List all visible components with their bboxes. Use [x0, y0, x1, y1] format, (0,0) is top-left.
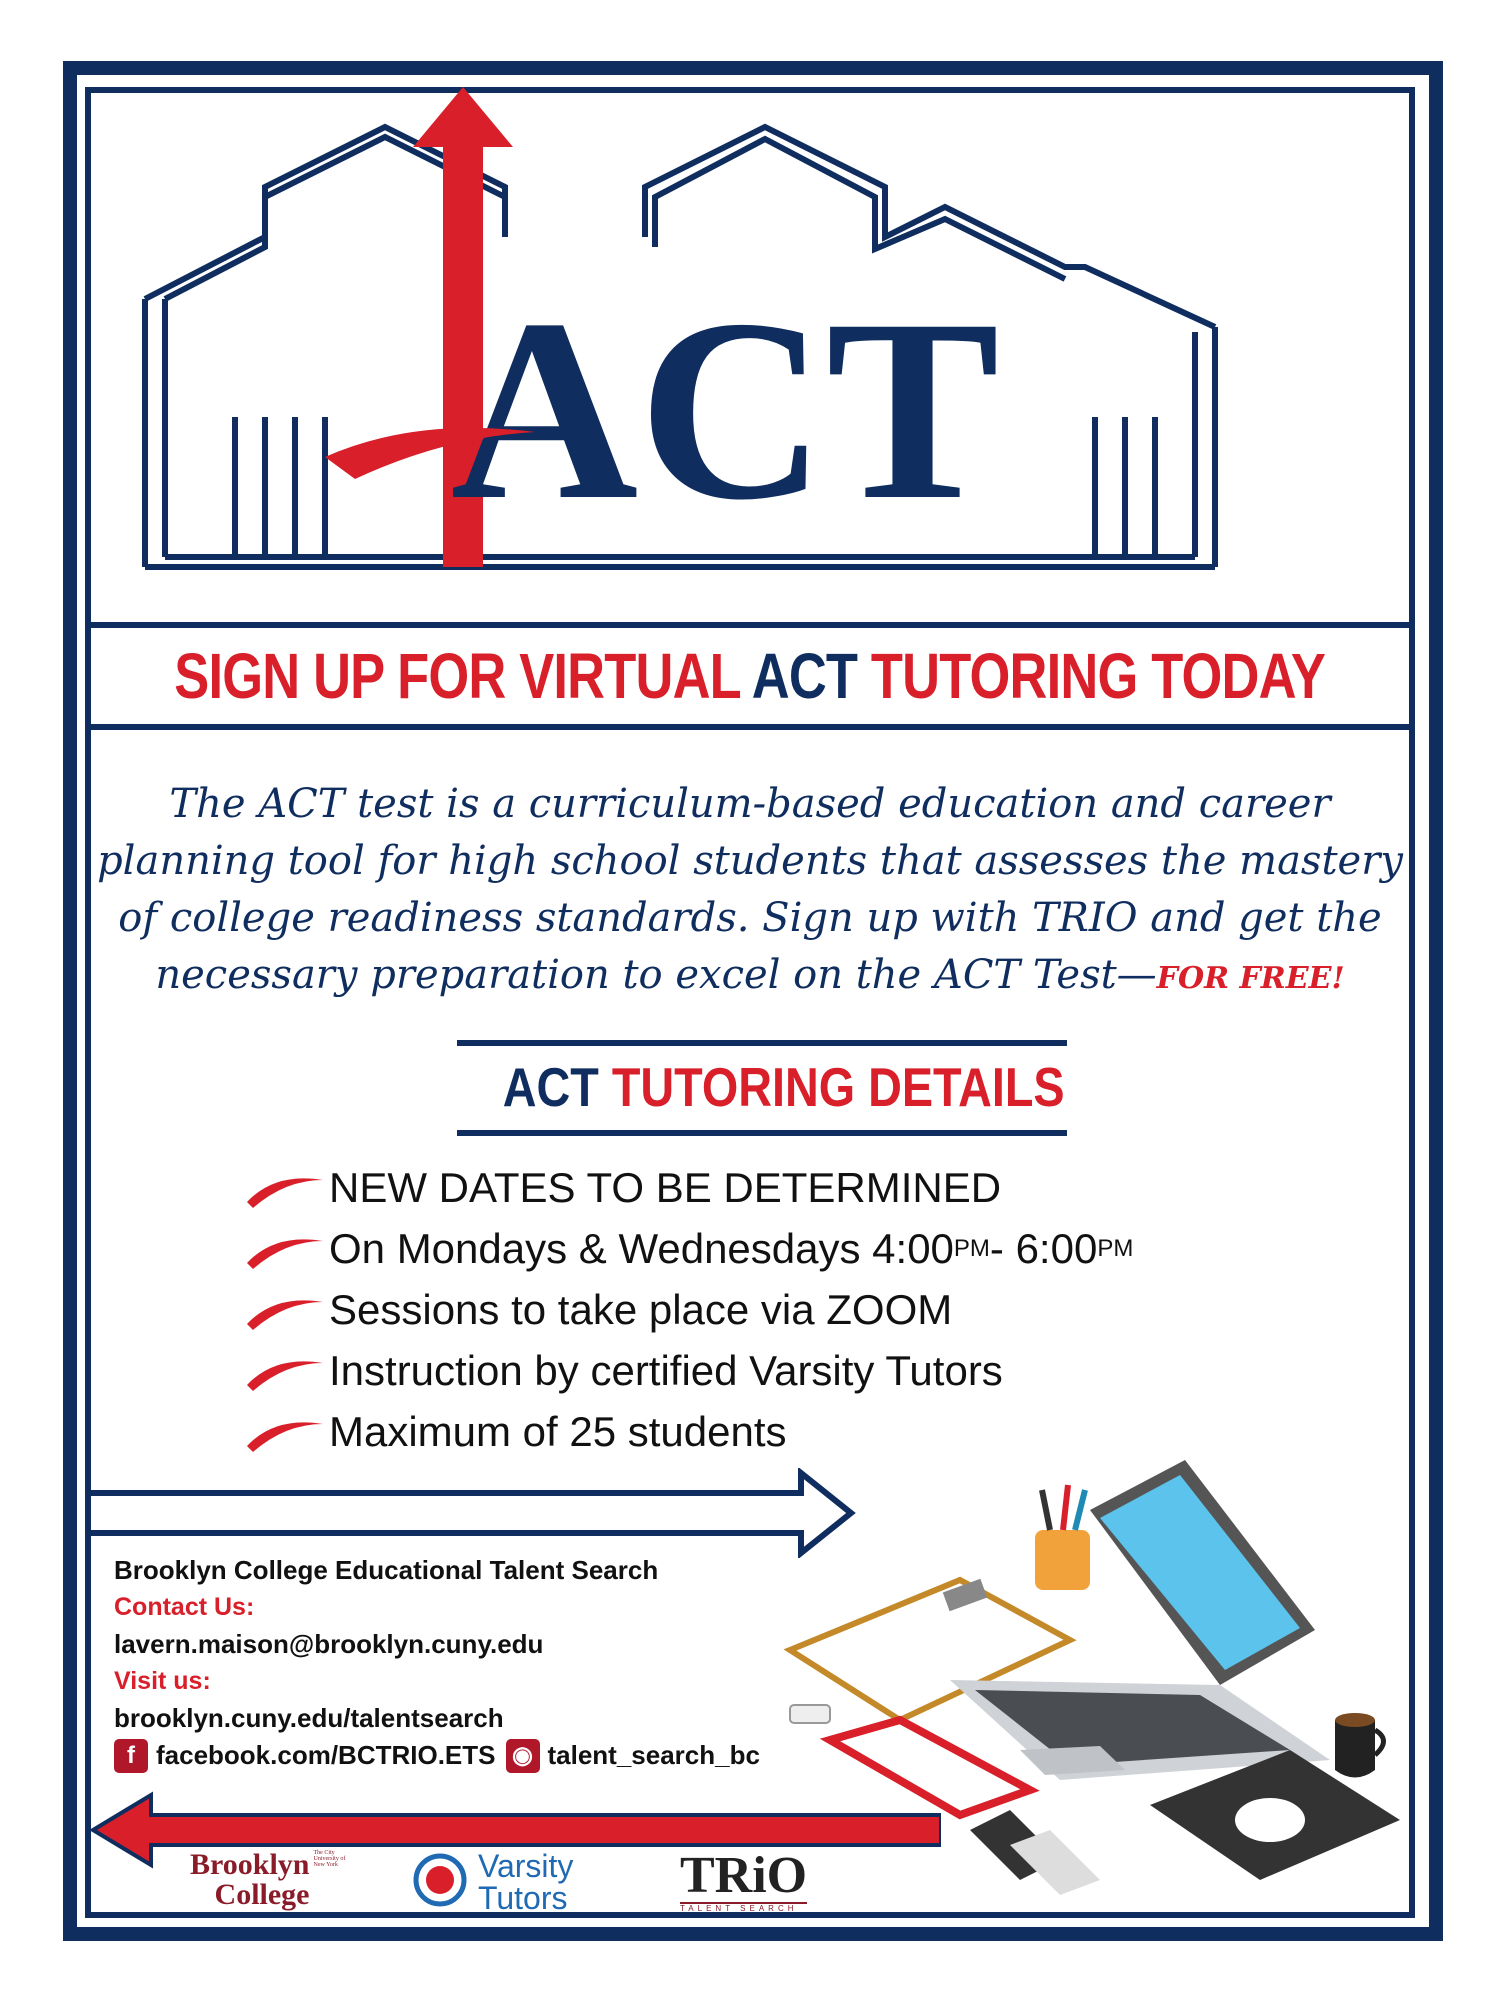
email-link[interactable]: lavern.maison@brooklyn.cuny.edu [114, 1629, 544, 1659]
org-name: Brooklyn College Educational Talent Search [114, 1555, 659, 1585]
free-text: FOR FREE! [1156, 961, 1345, 996]
swoosh-bullet-icon [245, 1290, 325, 1330]
varsity-tutors-icon [410, 1850, 470, 1910]
varsity-tutors-logo: Varsity Tutors [410, 1850, 573, 1930]
details-rule-bottom [457, 1130, 1067, 1136]
signup-banner [85, 622, 1415, 730]
details-list [245, 1158, 1133, 1463]
contact-block [114, 1552, 760, 1774]
intro-paragraph [90, 776, 1410, 1007]
arrow-right-icon [91, 1468, 861, 1558]
list-item: On Mondays & Wednesdays 4:00 PM - 6:00 PM [245, 1219, 1133, 1279]
social-row [114, 1737, 760, 1774]
brooklyn-college-logo: Brooklyn College The City University of New York [190, 1848, 346, 1911]
website-link[interactable]: brooklyn.cuny.edu/talentsearch [114, 1703, 504, 1733]
list-item: NEW DATES TO BE DETERMINED [245, 1158, 1133, 1218]
instagram-icon: ◉ [506, 1739, 540, 1773]
swoosh-bullet-icon [245, 1168, 325, 1208]
list-item: Instruction by certified Varsity Tutors [245, 1341, 1133, 1401]
trio-logo: TRiO TALENT SEARCH [680, 1847, 808, 1913]
list-item: Maximum of 25 students [245, 1402, 1133, 1462]
list-item: Sessions to take place via ZOOM [245, 1280, 1133, 1340]
signup-heading: SIGN UP FOR VIRTUAL ACT TUTORING TODAY [174, 640, 1326, 712]
act-logo-text: ACT [450, 266, 1000, 554]
details-heading: ACT TUTORING DETAILS [502, 1056, 1065, 1118]
facebook-link[interactable]: facebook.com/BCTRIO.ETS [156, 1740, 496, 1770]
details-rule-top [457, 1040, 1067, 1046]
swoosh-bullet-icon [245, 1229, 325, 1269]
intro-text: The ACT test is a curriculum-based education and career planning tool for high school students that assesses the mastery of college readiness standards. Sign up with TRIO and get the necessary preparation to excel on the ACT Test— [97, 781, 1403, 998]
visit-label: Visit us: [114, 1667, 211, 1695]
act-houses-logo [85, 87, 1415, 637]
instagram-link[interactable]: talent_search_bc [547, 1740, 760, 1770]
laptop-illustration [770, 1450, 1420, 1920]
facebook-icon: f [114, 1739, 148, 1773]
contact-label: Contact Us: [114, 1593, 255, 1621]
swoosh-bullet-icon [245, 1351, 325, 1391]
swoosh-bullet-icon [245, 1412, 325, 1452]
